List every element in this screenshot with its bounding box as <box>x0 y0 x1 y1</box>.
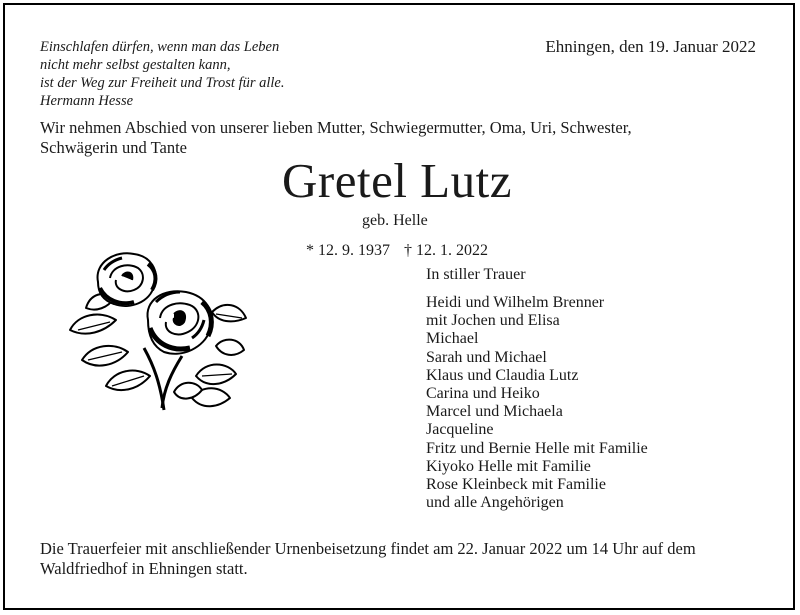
list-item: Michael <box>426 330 479 348</box>
poem-author: Hermann Hesse <box>40 93 134 109</box>
list-item: Carina und Heiko <box>426 385 540 403</box>
ceremony-line: Waldfriedhof in Ehningen statt. <box>40 559 248 578</box>
list-item: Fritz und Bernie Helle mit Familie <box>426 439 648 457</box>
list-item: und alle Angehörigen <box>426 494 564 512</box>
list-item: Sarah und Michael <box>426 348 547 366</box>
mourners-list <box>426 294 648 512</box>
intro-line: Schwägerin und Tante <box>40 138 188 157</box>
poem-line: Einschlafen dürfen, wenn man das Leben <box>40 39 280 55</box>
list-item: Heidi und Wilhelm Brenner <box>426 294 605 311</box>
deceased-name: Gretel Lutz <box>282 153 512 208</box>
list-item: Jacqueline <box>426 421 494 439</box>
poem-line: nicht mehr selbst gestalten kann, <box>40 57 231 73</box>
list-item: Kiyoko Helle mit Familie <box>426 457 591 475</box>
intro-line: Wir nehmen Abschied von unserer lieben Mutter, Schwiegermutter, Oma, Uri, Schwester, <box>40 118 632 137</box>
ceremony-info <box>40 539 696 579</box>
life-dates <box>306 242 488 260</box>
list-item: Rose Kleinbeck mit Familie <box>426 476 606 494</box>
birth-date: * 12. 9. 1937 <box>306 242 390 259</box>
maiden-name: geb. Helle <box>362 212 428 229</box>
poem-line: ist der Weg zur Freiheit und Trost für alle. <box>40 75 285 91</box>
mourning-heading: In stiller Trauer <box>426 266 526 283</box>
list-item: Klaus und Claudia Lutz <box>426 366 579 384</box>
death-date: † 12. 1. 2022 <box>404 242 488 259</box>
list-item: Marcel und Michaela <box>426 403 563 421</box>
list-item: mit Jochen und Elisa <box>426 312 560 330</box>
poem-quote <box>40 38 285 110</box>
place-date: Ehningen, den 19. Januar 2022 <box>545 37 756 56</box>
ceremony-line: Die Trauerfeier mit anschließender Urnenbeisetzung findet am 22. Januar 2022 um 14 Uhr auf dem <box>40 539 696 558</box>
roses-icon <box>64 248 248 413</box>
